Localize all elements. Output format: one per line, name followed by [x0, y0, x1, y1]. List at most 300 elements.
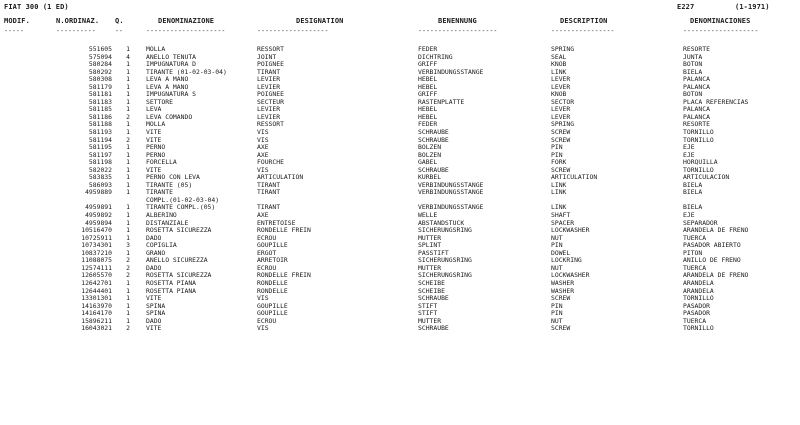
name-it: MOLLA — [146, 45, 166, 53]
quantity: 1 — [126, 211, 130, 220]
part-number: 12574111 — [81, 263, 112, 272]
name-fr: POIGNEE — [257, 90, 284, 99]
name-es: ARANDELA — [683, 278, 714, 287]
part-number: 581194 — [88, 135, 112, 144]
table-row — [0, 242, 800, 250]
name-it: VITE — [146, 128, 162, 137]
name-es: JUNTA — [683, 52, 703, 61]
name-en: NUT — [551, 316, 563, 325]
part-number: 581193 — [88, 128, 112, 137]
quantity: 1 — [126, 180, 130, 189]
part-number: 12605570 — [81, 271, 112, 280]
quantity: 1 — [126, 248, 130, 257]
table-row — [0, 174, 800, 182]
part-number: 4959892 — [85, 211, 112, 220]
name-es: PITON — [683, 248, 703, 257]
dash-es: ------------------- — [683, 27, 759, 35]
table-row — [0, 257, 800, 265]
name-fr: ARTICULATION — [257, 173, 304, 182]
name-es: BOTON — [683, 90, 703, 99]
name-es: RESORTE — [683, 45, 710, 53]
name-en: SCREW — [551, 128, 571, 137]
part-number: 16043021 — [81, 324, 112, 333]
name-fr: TIRANT — [257, 180, 281, 189]
name-es: PASADOR — [683, 309, 710, 318]
quantity: 1 — [126, 120, 130, 129]
name-it: ANELLO TENUTA — [146, 52, 197, 61]
quantity: 2 — [126, 112, 130, 121]
name-de: HEBEL — [418, 82, 438, 91]
name-fr: VIS — [257, 128, 269, 137]
name-de: PASSTIFT — [418, 248, 449, 257]
quantity: 1 — [126, 158, 130, 167]
dash-modif: ----- — [4, 27, 24, 35]
name-fr: RESSORT — [257, 45, 284, 53]
name-es: ARANDELA DE FRENO — [683, 271, 749, 280]
part-number: 11088075 — [81, 256, 112, 265]
dash-qty: -- — [115, 27, 123, 35]
part-number: 4959889 — [85, 188, 112, 197]
part-number: 12644401 — [81, 286, 112, 295]
name-en: LOCKWASHER — [551, 226, 590, 235]
name-de: SCHRAUBE — [418, 294, 449, 303]
part-number: 580284 — [88, 60, 112, 69]
name-de: ABSTANDSTUCK — [418, 218, 465, 227]
part-number: 551605 — [88, 45, 112, 53]
table-row — [0, 182, 800, 190]
quantity: 1 — [126, 294, 130, 303]
quantity: 1 — [126, 301, 130, 310]
name-en: SCREW — [551, 324, 571, 333]
name-de: WELLE — [418, 211, 438, 220]
table-row — [0, 197, 800, 205]
table-row — [0, 280, 800, 288]
table-row — [0, 159, 800, 167]
name-es: RESORTE — [683, 120, 710, 129]
name-it: SETTORE — [146, 97, 173, 106]
col-header-ordinal: N.ORDINAZ. — [56, 17, 100, 25]
dash-it: -------------------- — [146, 27, 226, 35]
quantity: 2 — [126, 256, 130, 265]
table-row — [0, 318, 800, 326]
name-it: PERNO — [146, 143, 166, 152]
name-en: LINK — [551, 188, 567, 197]
table-row — [0, 129, 800, 137]
name-de: SICHERUNGSRING — [418, 226, 472, 235]
name-en: WASHER — [551, 278, 575, 287]
name-en: LEVER — [551, 112, 571, 121]
name-fr: AXE — [257, 150, 269, 159]
table-row — [0, 69, 800, 77]
col-header-it: DENOMINAZIONE — [158, 17, 215, 25]
quantity: 3 — [126, 241, 130, 250]
name-it: ANELLO SICUREZZA — [146, 256, 208, 265]
name-es: EJE — [683, 150, 695, 159]
name-en: SEAL — [551, 52, 567, 61]
part-number: 581185 — [88, 105, 112, 114]
quantity: 1 — [126, 203, 130, 212]
part-number: 10725911 — [81, 233, 112, 242]
name-de: BOLZEN — [418, 143, 442, 152]
name-it: SPINA — [146, 301, 166, 310]
name-en: KNOB — [551, 60, 567, 69]
name-es: BIELA — [683, 188, 703, 197]
part-number: 580308 — [88, 75, 112, 84]
name-fr: GOUPILLE — [257, 241, 288, 250]
part-number: 14163970 — [81, 301, 112, 310]
name-en: LINK — [551, 203, 567, 212]
name-it: ROSETTA PIANA — [146, 278, 197, 287]
col-header-modif: MODIF. — [4, 17, 30, 25]
name-fr: ECROU — [257, 316, 277, 325]
name-fr: LEVIER — [257, 105, 281, 114]
name-it: LEVA — [146, 105, 162, 114]
part-number: 10837210 — [81, 248, 112, 257]
page-code: E227 — [677, 3, 695, 11]
name-it: DADO — [146, 316, 162, 325]
quantity: 1 — [126, 316, 130, 325]
quantity: 2 — [126, 271, 130, 280]
table-row — [0, 227, 800, 235]
dash-de: -------------------- — [418, 27, 498, 35]
name-en: PIN — [551, 309, 563, 318]
name-fr: POIGNEE — [257, 60, 284, 69]
col-header-de: BENENNUNG — [438, 17, 477, 25]
quantity: 1 — [126, 60, 130, 69]
quantity: 1 — [126, 45, 130, 53]
name-fr: AXE — [257, 143, 269, 152]
name-fr: RONDELLE — [257, 278, 288, 287]
name-es: TORNILLO — [683, 128, 714, 137]
table-row — [0, 46, 800, 54]
name-es: BIELA — [683, 180, 703, 189]
table-row — [0, 167, 800, 175]
part-number: 14164170 — [81, 309, 112, 318]
name-de: FEDER — [418, 45, 438, 53]
name-es: ARANDELA — [683, 286, 714, 295]
name-it: VITE — [146, 165, 162, 174]
quantity: 1 — [126, 286, 130, 295]
name-de: VERBINDUNGSSTANGE — [418, 188, 484, 197]
name-es: ARTICULACION — [683, 173, 730, 182]
table-row — [0, 137, 800, 145]
name-es: ARANDELA DE FRENO — [683, 226, 749, 235]
part-number: 582022 — [88, 165, 112, 174]
name-en: PIN — [551, 301, 563, 310]
quantity: 1 — [126, 90, 130, 99]
quantity: 1 — [126, 278, 130, 287]
name-fr: ERGOT — [257, 248, 277, 257]
name-it: IMPUGNATURA S — [146, 90, 197, 99]
table-row — [0, 235, 800, 243]
part-number: 15896211 — [81, 316, 112, 325]
part-number: 581198 — [88, 158, 112, 167]
name-es: TORNILLO — [683, 294, 714, 303]
part-number: 13301301 — [81, 294, 112, 303]
name-es: PALANCA — [683, 82, 710, 91]
name-es: SEPARADOR — [683, 218, 718, 227]
name-en: DOWEL — [551, 248, 571, 257]
dash-fr: ------------------ — [257, 27, 329, 35]
name-de: HEBEL — [418, 105, 438, 114]
name-it: LEVA A MANO — [146, 82, 189, 91]
table-row — [0, 76, 800, 84]
name-it: MOLLA — [146, 120, 166, 129]
name-en: LINK — [551, 67, 567, 76]
name-de: KURBEL — [418, 173, 442, 182]
name-de: SCHEIBE — [418, 278, 445, 287]
quantity: 1 — [126, 97, 130, 106]
name-de: SPLINT — [418, 241, 442, 250]
part-number: 581188 — [88, 120, 112, 129]
name-de: GABEL — [418, 158, 438, 167]
name-es: TORNILLO — [683, 135, 714, 144]
part-number: 580292 — [88, 67, 112, 76]
name-it: ROSETTA SICUREZZA — [146, 226, 212, 235]
name-en: SCREW — [551, 294, 571, 303]
name-en: LOCKRING — [551, 256, 582, 265]
table-row — [0, 144, 800, 152]
quantity: 2 — [126, 324, 130, 333]
parts-table — [0, 46, 800, 333]
name-en: SCREW — [551, 165, 571, 174]
part-number: 581179 — [88, 82, 112, 91]
name-es: PASADOR ABIERTO — [683, 241, 741, 250]
name-de: SCHEIBE — [418, 286, 445, 295]
name-it: TIRANTE (01-02-03-04) — [146, 67, 227, 76]
name-fr: ENTRETOISE — [257, 218, 296, 227]
table-row — [0, 325, 800, 333]
name-en: ARTICULATION — [551, 173, 598, 182]
name-es: TORNILLO — [683, 324, 714, 333]
part-number: 12642701 — [81, 278, 112, 287]
name-en: SPRING — [551, 45, 575, 53]
table-row — [0, 272, 800, 280]
name-it: ALBERINO — [146, 211, 177, 220]
part-number: 575094 — [88, 52, 112, 61]
table-row — [0, 152, 800, 160]
name-fr: JOINT — [257, 52, 277, 61]
part-number: 583835 — [88, 173, 112, 182]
name-de: BOLZEN — [418, 150, 442, 159]
name-en: SCREW — [551, 135, 571, 144]
quantity: 1 — [126, 226, 130, 235]
name-es: EJE — [683, 143, 695, 152]
name-es: BIELA — [683, 67, 703, 76]
period-label: (1-1971) — [735, 3, 770, 11]
col-header-fr: DESIGNATION — [296, 17, 344, 25]
name-de: HEBEL — [418, 75, 438, 84]
table-row — [0, 250, 800, 258]
name-it: ROSETTA PIANA — [146, 286, 197, 295]
name-es: PALANCA — [683, 75, 710, 84]
name-it: TIRANTE — [146, 188, 173, 197]
name-es: TUERCA — [683, 263, 707, 272]
name-de: SICHERUNGSRING — [418, 271, 472, 280]
name-it: FORCELLA — [146, 158, 177, 167]
name-it: COPIGLIA — [146, 241, 177, 250]
name-fr: TIRANT — [257, 203, 281, 212]
name-de: SICHERUNGSRING — [418, 256, 472, 265]
name-fr: TIRANT — [257, 188, 281, 197]
name-fr: LEVIER — [257, 82, 281, 91]
name-es: EJE — [683, 211, 695, 220]
table-row — [0, 84, 800, 92]
name-en: SHAFT — [551, 211, 571, 220]
name-it: VITE — [146, 324, 162, 333]
table-row — [0, 288, 800, 296]
table-row — [0, 212, 800, 220]
name-fr: ARRETOIR — [257, 256, 288, 265]
name-de: STIFT — [418, 309, 438, 318]
dash-ordinal: ---------- — [56, 27, 96, 35]
name-en: SECTOR — [551, 97, 575, 106]
name-fr: RONDELLE FREIN — [257, 271, 311, 280]
quantity: 2 — [126, 135, 130, 144]
name-en: SPACER — [551, 218, 575, 227]
name-en: NUT — [551, 233, 563, 242]
name-en: PIN — [551, 143, 563, 152]
name-de: VERBINDUNGSSTANGE — [418, 180, 484, 189]
quantity: 1 — [126, 188, 130, 197]
name-fr: VIS — [257, 165, 269, 174]
quantity: 4 — [126, 52, 130, 61]
dash-en: ---------------- — [551, 27, 615, 35]
name-de: SCHRAUBE — [418, 324, 449, 333]
table-row — [0, 295, 800, 303]
name-es: PLACA REFERENCIAS — [683, 97, 749, 106]
name-fr: GOUPILLE — [257, 301, 288, 310]
table-row — [0, 99, 800, 107]
quantity: 1 — [126, 82, 130, 91]
name-fr: SECTEUR — [257, 97, 284, 106]
quantity: 1 — [126, 143, 130, 152]
table-row — [0, 106, 800, 114]
table-row — [0, 54, 800, 62]
name-de: MUTTER — [418, 263, 442, 272]
name-it: SPINA — [146, 309, 166, 318]
table-row — [0, 265, 800, 273]
name-de: MUTTER — [418, 233, 442, 242]
name-en: PIN — [551, 150, 563, 159]
name-de: SCHRAUBE — [418, 135, 449, 144]
name-es: TUERCA — [683, 316, 707, 325]
name-it: ROSETTA SICUREZZA — [146, 271, 212, 280]
name-es: PALANCA — [683, 112, 710, 121]
quantity: 1 — [126, 218, 130, 227]
name-de: STIFT — [418, 301, 438, 310]
part-number: 4959891 — [85, 203, 112, 212]
name-es: HORQUILLA — [683, 158, 718, 167]
name-es: PALANCA — [683, 105, 710, 114]
name-en: LEVER — [551, 105, 571, 114]
quantity: 2 — [126, 263, 130, 272]
part-number: 581183 — [88, 97, 112, 106]
quantity: 1 — [126, 150, 130, 159]
name-it: DADO — [146, 233, 162, 242]
name-de: VERBINDUNGSSTANGE — [418, 67, 484, 76]
name-en: LEVER — [551, 82, 571, 91]
part-number: 581181 — [88, 90, 112, 99]
quantity: 1 — [126, 233, 130, 242]
name-es: BOTON — [683, 60, 703, 69]
name-it: TIRANTE (05) — [146, 180, 193, 189]
quantity: 1 — [126, 75, 130, 84]
part-number: 586093 — [88, 180, 112, 189]
name-es: ANILLO DE FRENO — [683, 256, 741, 265]
name-fr: RONDELLE FREIN — [257, 226, 311, 235]
name-it: GRANO — [146, 248, 166, 257]
name-fr: ECROU — [257, 263, 277, 272]
name-es: TORNILLO — [683, 165, 714, 174]
part-number: 10734301 — [81, 241, 112, 250]
quantity: 1 — [126, 105, 130, 114]
col-header-en: DESCRIPTION — [560, 17, 608, 25]
name-it: DADO — [146, 263, 162, 272]
name-de: MUTTER — [418, 316, 442, 325]
name-it: LEVA COMANDO — [146, 112, 193, 121]
name-fr: VIS — [257, 324, 269, 333]
name-en: FORK — [551, 158, 567, 167]
table-row — [0, 303, 800, 311]
table-row — [0, 114, 800, 122]
quantity: 1 — [126, 165, 130, 174]
part-number: 4959894 — [85, 218, 112, 227]
name-it: COMPL.(01-02-03-04) — [146, 195, 220, 204]
name-fr: ECROU — [257, 233, 277, 242]
name-en: PIN — [551, 241, 563, 250]
name-fr: VIS — [257, 135, 269, 144]
name-de: SCHRAUBE — [418, 165, 449, 174]
table-row — [0, 189, 800, 197]
name-it: PERNO CON LEVA — [146, 173, 200, 182]
name-it: IMPUGNATURA D — [146, 60, 197, 69]
name-en: KNOB — [551, 90, 567, 99]
name-de: FEDER — [418, 120, 438, 129]
name-it: LEVA A MANO — [146, 75, 189, 84]
name-fr: GOUPILLE — [257, 309, 288, 318]
name-de: RASTENPLATTE — [418, 97, 465, 106]
name-it: VITE — [146, 135, 162, 144]
name-de: SCHRAUBE — [418, 128, 449, 137]
table-row — [0, 61, 800, 69]
name-it: DISTANZIALE — [146, 218, 189, 227]
table-row — [0, 91, 800, 99]
name-it: PERNO — [146, 150, 166, 159]
table-row — [0, 220, 800, 228]
quantity: 1 — [126, 128, 130, 137]
name-en: NUT — [551, 263, 563, 272]
part-number: 581186 — [88, 112, 112, 121]
name-fr: LEVIER — [257, 75, 281, 84]
name-fr: FOURCHE — [257, 158, 284, 167]
part-number: 581197 — [88, 150, 112, 159]
quantity: 1 — [126, 173, 130, 182]
name-es: BIELA — [683, 203, 703, 212]
name-es: PASADOR — [683, 301, 710, 310]
name-de: DICHTRING — [418, 52, 453, 61]
table-row — [0, 204, 800, 212]
name-de: VERBINDUNGSSTANGE — [418, 203, 484, 212]
name-de: GRIFF — [418, 60, 438, 69]
name-en: SPRING — [551, 120, 575, 129]
part-number: 581195 — [88, 143, 112, 152]
name-fr: RESSORT — [257, 120, 284, 129]
name-it: VITE — [146, 294, 162, 303]
col-header-qty: Q. — [115, 17, 124, 25]
name-es: TUERCA — [683, 233, 707, 242]
name-fr: RONDELLE — [257, 286, 288, 295]
